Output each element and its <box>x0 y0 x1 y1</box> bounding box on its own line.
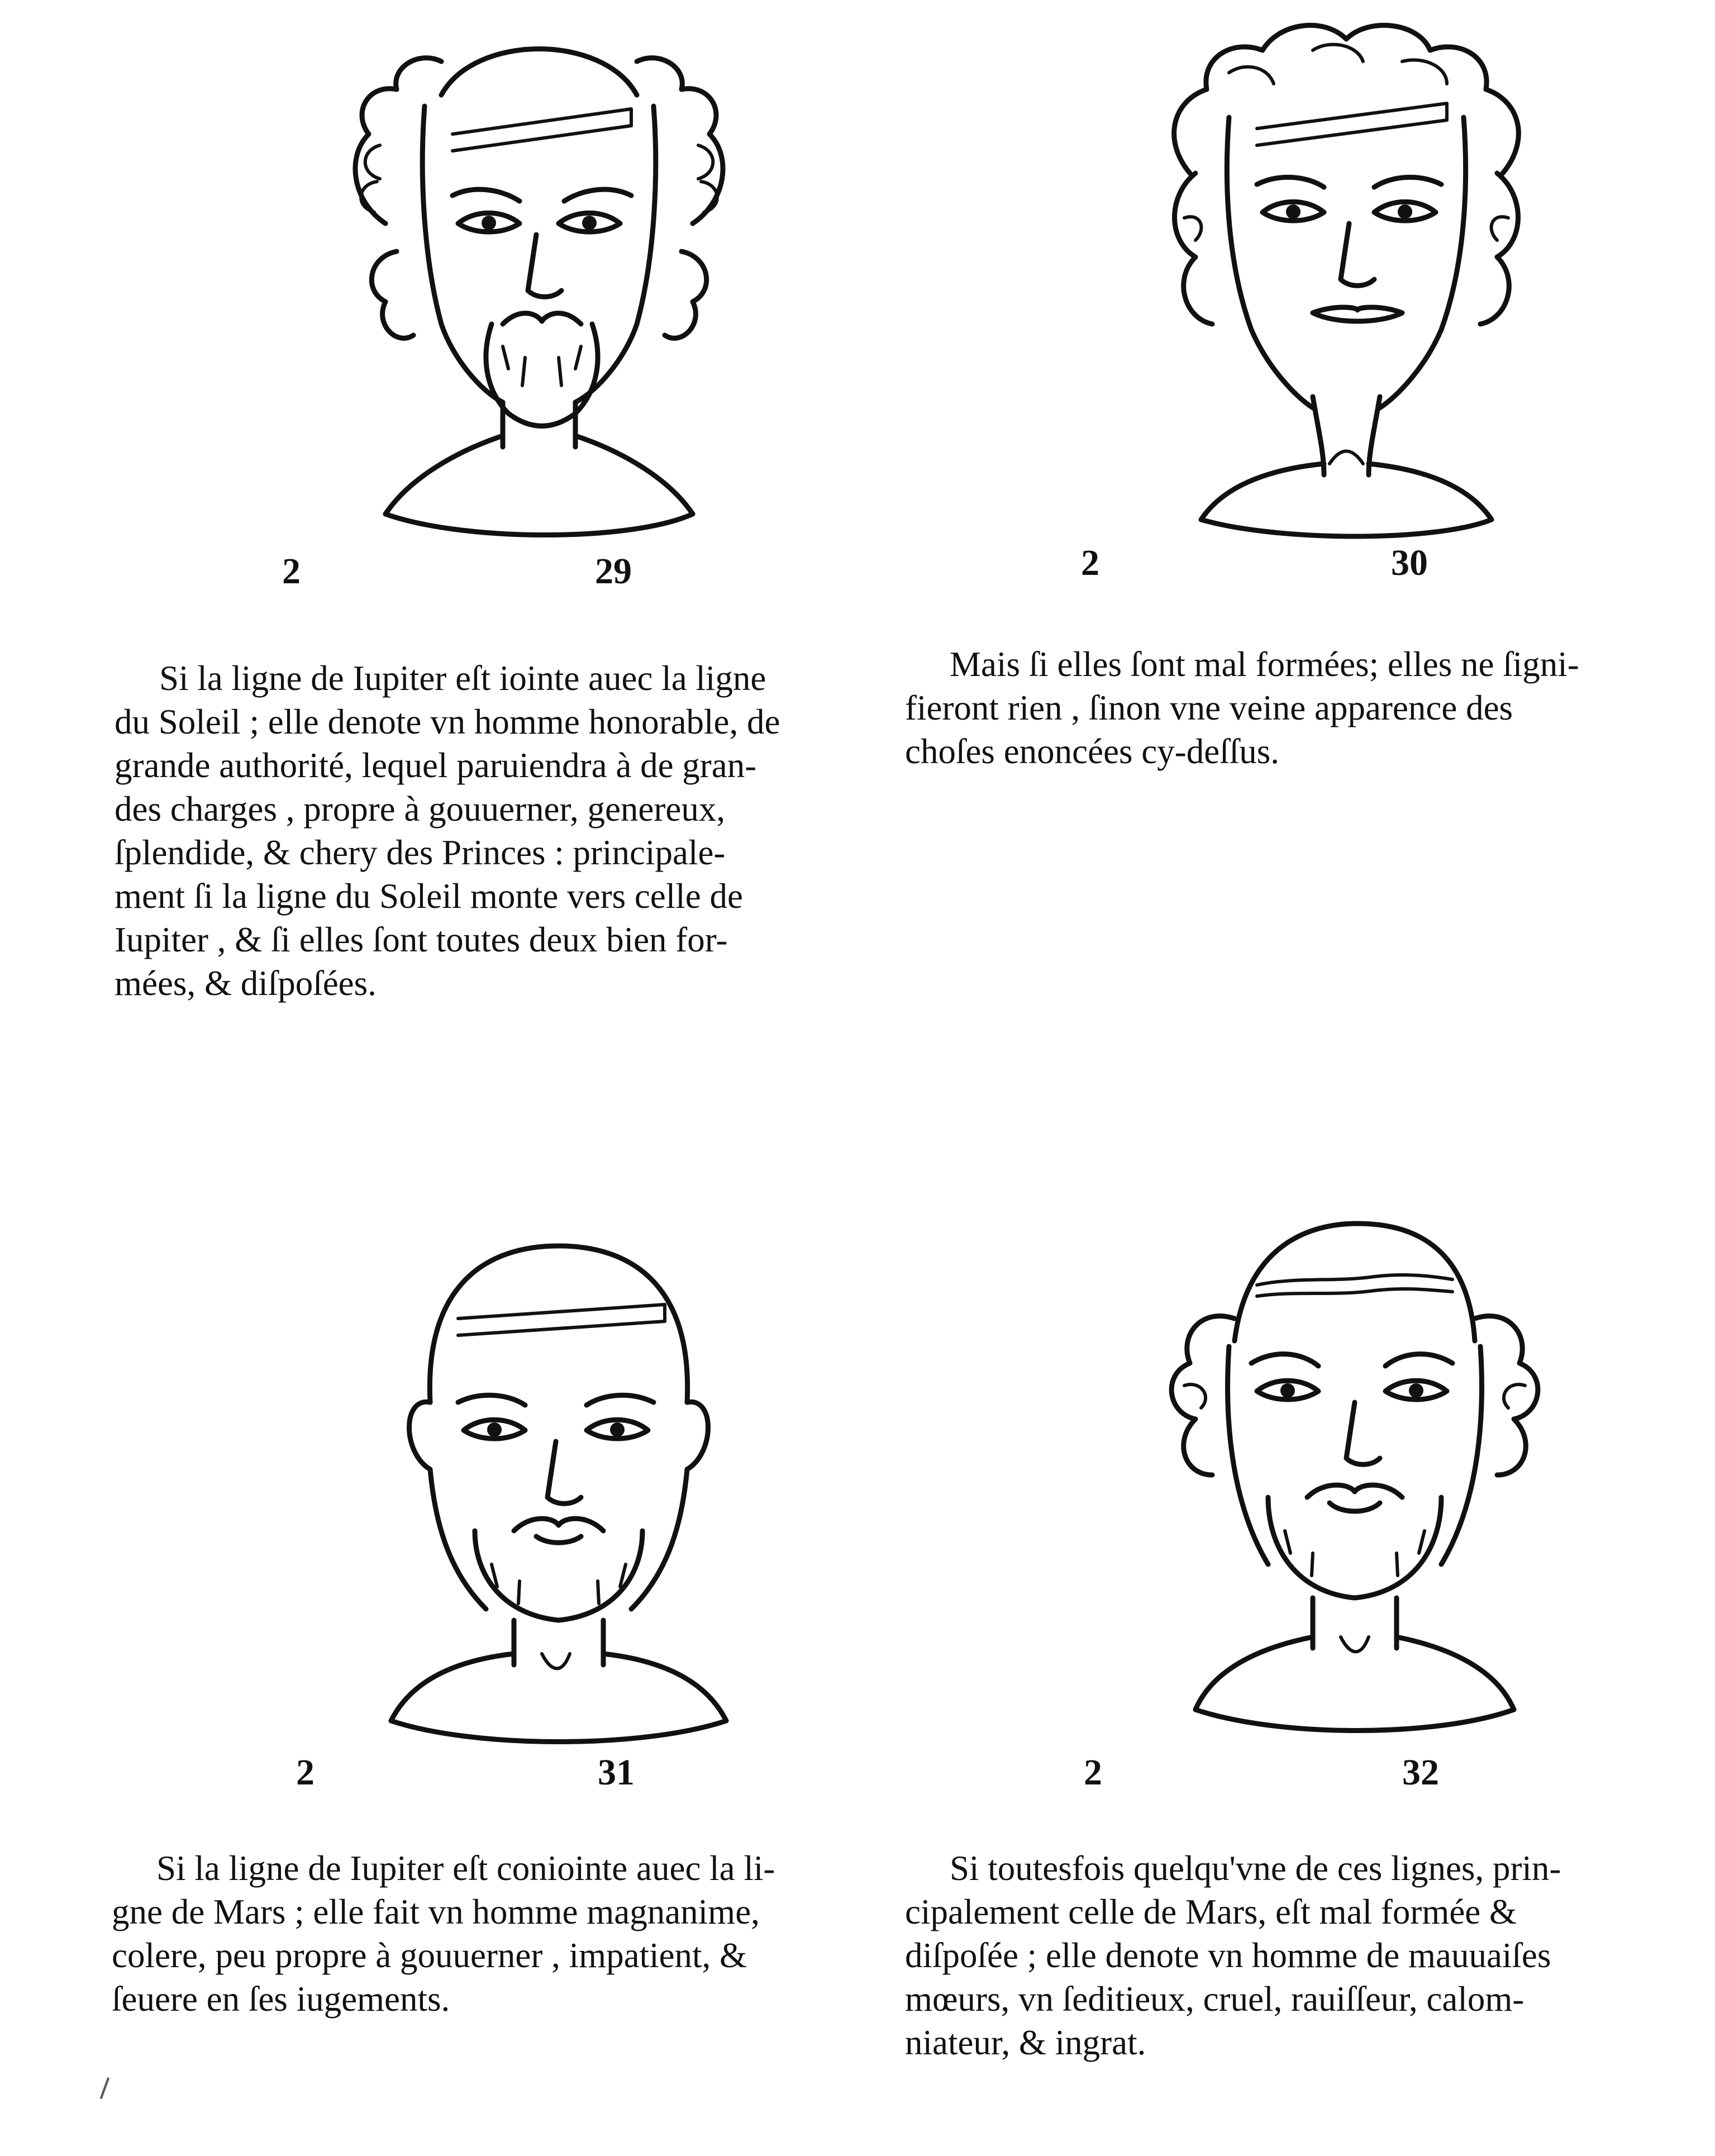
caption-plate-32 <box>905 1846 1654 2064</box>
caption-line: colere, peu propre à gouuerner , impatient, & <box>112 1936 747 1975</box>
caption-line: Si la ligne de Iupiter eſt iointe auec la ligne <box>159 659 766 698</box>
caption-line: cipalement celle de Mars, eſt mal formée & <box>905 1892 1517 1931</box>
caption-plate-29 <box>115 656 852 1005</box>
plate-number: 30 <box>1391 542 1428 583</box>
caption-line: ment ſi la ligne du Soleil monte vers celle de <box>115 877 743 916</box>
caption-line: ſeuere en ſes iugements. <box>112 1979 450 2019</box>
caption-line: ſplendide, & chery des Princes : principale- <box>115 833 726 872</box>
plate-left-number: 2 <box>282 551 301 592</box>
ink-speck <box>100 2077 117 2102</box>
caption-plate-31 <box>112 1846 871 2021</box>
caption-line: niateur, & ingrat. <box>905 2023 1146 2062</box>
caption-line: grande authorité, lequel paruiendra à de gran- <box>115 746 757 785</box>
woodcut-head-bald-short-beard-icon <box>251 1218 866 1754</box>
caption-line: du Soleil ; elle denote vn homme honorable, de <box>115 702 780 741</box>
plate-left-number: 2 <box>296 1752 315 1793</box>
caption-line: Iupiter , & ſi elles ſont toutes deux bien for- <box>115 920 728 959</box>
caption-line: Si toutesfois quelqu'vne de ces lignes, prin- <box>950 1849 1561 1888</box>
portrait-plate-30 <box>1045 6 1659 583</box>
woodcut-head-curly-hair-icon <box>1045 6 1659 542</box>
caption-line: fieront rien , ſinon vne veine apparence des <box>905 688 1513 727</box>
plate-number: 29 <box>595 551 632 592</box>
caption-line: choſes enoncées cy-deſſus. <box>905 732 1279 771</box>
caption-line: gne de Mars ; elle fait vn homme magnanime, <box>112 1892 760 1931</box>
woodcut-head-balding-curly-bearded-icon <box>1045 1207 1659 1743</box>
plate-left-number: 2 <box>1084 1752 1102 1793</box>
caption-line: Si la ligne de Iupiter eſt coniointe auec la li- <box>156 1849 775 1888</box>
caption-line: Mais ſi elles ſont mal formées; elles ne ſigni- <box>950 645 1579 684</box>
caption-line: mées, & diſpoſées. <box>115 964 377 1003</box>
plate-left-number: 2 <box>1081 542 1099 583</box>
portrait-plate-32 <box>1045 1207 1659 1793</box>
caption-plate-30 <box>905 642 1654 773</box>
plate-number: 32 <box>1402 1752 1439 1793</box>
caption-line: diſpoſée ; elle denote vn homme de mauuaiſes <box>905 1936 1551 1975</box>
woodcut-head-bald-bearded-icon <box>240 11 855 548</box>
caption-line: des charges , propre à gouuerner, genereux, <box>115 789 726 829</box>
caption-line: mœurs, vn ſeditieux, cruel, rauiſſeur, calom- <box>905 1979 1525 2019</box>
portrait-plate-29 <box>240 11 855 592</box>
portrait-plate-31 <box>251 1218 866 1793</box>
plate-number: 31 <box>598 1752 635 1793</box>
